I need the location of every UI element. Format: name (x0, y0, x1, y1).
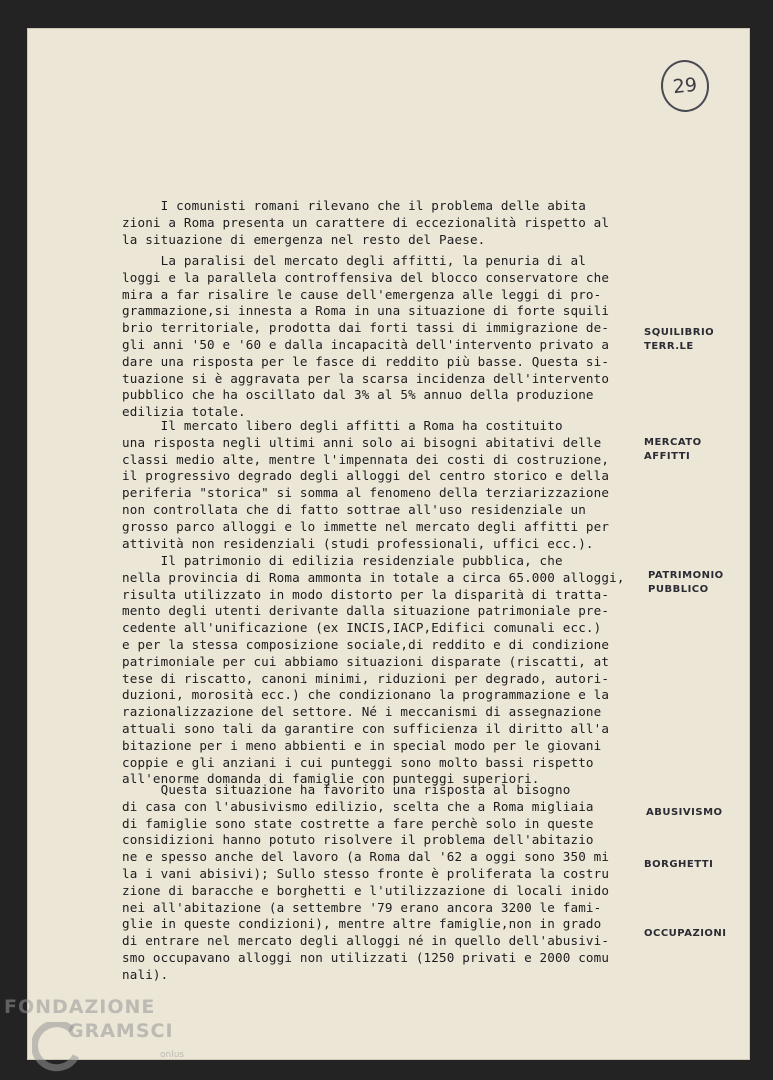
text-line: La paralisi del mercato degli affitti, la penuria di al (122, 253, 586, 268)
text-line: attività non residenziali (studi professionali, uffici ecc.). (122, 535, 594, 551)
text-line: Il mercato libero degli affitti a Roma ha costituito (122, 418, 563, 433)
text-line: grosso parco alloggi e lo immette nel mercato degli affitti per (122, 518, 610, 534)
watermark (4, 996, 204, 1076)
text-line: Il patrimonio di edilizia residenziale pubblica, che (122, 553, 563, 568)
margin-note-squilibrio: SQUILIBRIO TERR.LE (644, 327, 715, 352)
margin-note-abusivismo: ABUSIVISMO (646, 807, 723, 818)
text-line: una risposta negli ultimi anni solo ai bisogni abitativi delle (122, 434, 602, 450)
paragraph-2 (122, 253, 609, 421)
text-line: nali). (122, 966, 169, 982)
text-line: pubblico che ha oscillato dal 3% al 5% annuo della produzione (122, 387, 594, 403)
margin-note-mercato: MERCATO AFFITTI (644, 437, 702, 462)
text-line: la i vani abisivi); Sullo stesso fronte è proliferata la costru (122, 865, 610, 881)
text-line: dare una risposta per le fasce di reddito più basse. Questa si- (122, 353, 610, 369)
text-line: zione di baracche e borghetti e l'utilizzazione di locali inido (122, 882, 610, 898)
text-line: duzioni, morosità ecc.) che condizionano la programmazione e la (122, 687, 610, 703)
text-line: di famiglie sono state costrette a fare perchè solo in queste (122, 815, 594, 831)
text-line: mento degli utenti derivante dalla situazione patrimoniale pre- (122, 603, 610, 619)
page-number: 29 (671, 73, 699, 99)
text-line: patrimoniale per cui abbiamo situazioni disparate (riscatti, at (122, 653, 610, 669)
text-line: tuazione si è aggravata per la scarsa incidenza dell'intervento (122, 370, 610, 386)
text-line: zioni a Roma presenta un carattere di eccezionalità rispetto al (122, 214, 610, 230)
text-line: tese di riscatto, canoni minimi, riduzioni per degrado, autori- (122, 670, 610, 686)
text-line: glie in queste condizioni), mentre altre famiglie,non in grado (122, 916, 602, 932)
text-line: mira a far risalire le cause dell'emergenza alle leggi di pro- (122, 286, 602, 302)
text-line: la situazione di emergenza nel resto del Paese. (122, 231, 486, 247)
text-line: nella provincia di Roma ammonta in totale a circa 65.000 alloggi, (122, 569, 625, 585)
paragraph-3 (122, 418, 609, 552)
text-line: edilizia totale. (122, 404, 246, 420)
text-line: non controllata che di fatto sottrae all'uso residenziale un (122, 501, 586, 517)
text-line: coppie e gli anziani i cui punteggi sono molto bassi rispetto (122, 754, 594, 770)
text-line: razionalizzazione del settore. Né i meccanismi di assegnazione (122, 704, 602, 720)
margin-note-borghetti: BORGHETTI (644, 859, 714, 870)
text-line: considizioni hanno potuto risolvere il problema dell'abitazio (122, 832, 594, 848)
paragraph-1 (122, 198, 609, 248)
text-line: risulta utilizzato in modo distorto per la disparità di tratta- (122, 586, 610, 602)
margin-note-occupazioni: OCCUPAZIONI (644, 928, 727, 939)
text-line: grammazione,si innesta a Roma in una situazione di forte squili (122, 303, 610, 319)
text-line: Questa situazione ha favorito una risposta al bisogno (122, 782, 571, 797)
text-line: loggi e la parallela controffensiva del blocco conservatore che (122, 269, 610, 285)
text-line: nei all'abitazione (a settembre '79 erano ancora 3200 le fami- (122, 899, 602, 915)
watermark-line-1: FONDAZIONE (4, 996, 156, 1018)
text-line: periferia "storica" si somma al fenomeno della terziarizzazione (122, 485, 610, 501)
text-line: di casa con l'abusivismo edilizio, scelta che a Roma migliaia (122, 798, 594, 814)
text-line: il progressivo degrado degli alloggi del centro storico e della (122, 468, 610, 484)
paragraph-4 (122, 553, 625, 788)
text-line: bitazione per i meno abbienti e in special modo per le giovani (122, 737, 602, 753)
text-line: ne e spesso anche del lavoro (a Roma dal '62 a oggi sono 350 mi (122, 849, 610, 865)
text-line: classi medio alte, mentre l'impennata dei costi di costruzione, (122, 451, 610, 467)
text-line: all'enorme domanda di famiglie con punteggi superiori. (122, 771, 540, 787)
text-line: I comunisti romani rilevano che il problema delle abita (122, 198, 586, 213)
text-line: smo occupavano alloggi non utilizzati (1250 privati e 2000 comu (122, 949, 610, 965)
watermark-line-2: GRAMSCI (68, 1020, 174, 1042)
text-line: brio territoriale, prodotta dai forti tassi di immigrazione de- (122, 320, 610, 336)
text-line: e per la stessa composizione sociale,di reddito e di condizione (122, 636, 610, 652)
paragraph-5 (122, 782, 609, 984)
text-line: di entrare nel mercato degli alloggi né in quello dell'abusivi- (122, 933, 610, 949)
watermark-suffix: onlus (160, 1050, 185, 1060)
text-line: attuali sono tali da garantire con sufficienza il diritto all'a (122, 720, 610, 736)
margin-note-patrimonio: PATRIMONIO PUBBLICO (648, 570, 724, 595)
text-line: cedente all'unificazione (ex INCIS,IACP,Edifici comunali ecc.) (122, 620, 602, 636)
text-line: gli anni '50 e '60 e dalla incapacità dell'intervento privato a (122, 336, 610, 352)
